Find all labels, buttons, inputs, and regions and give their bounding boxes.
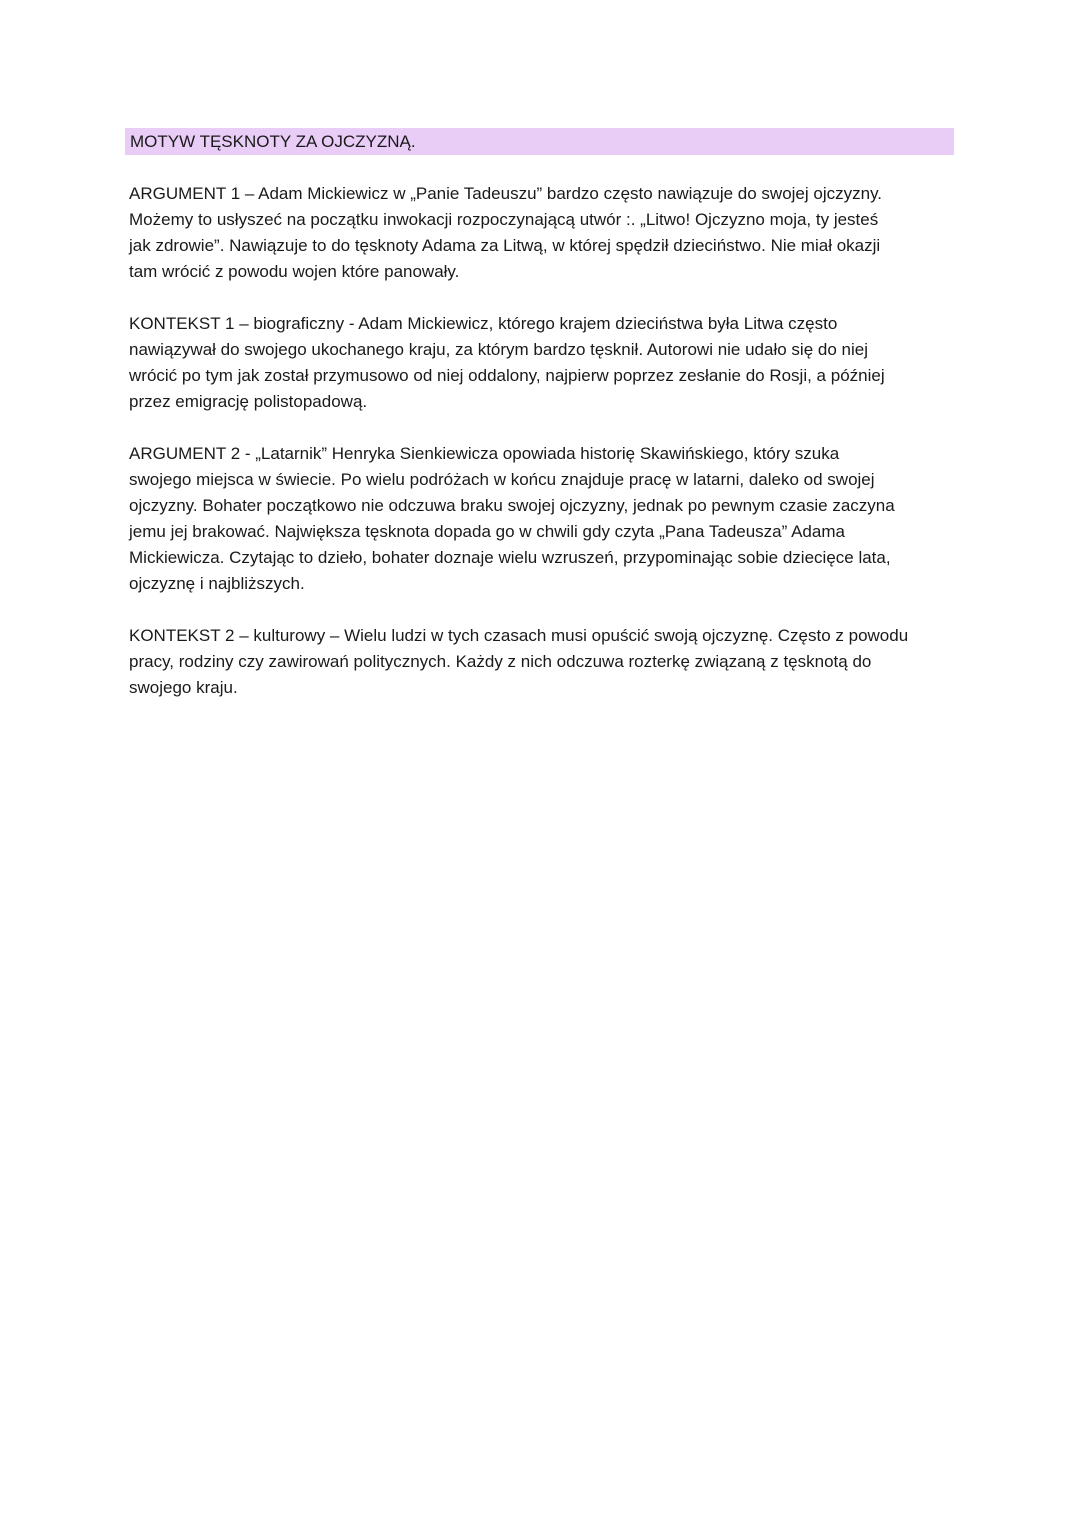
document-title: MOTYW TĘSKNOTY ZA OJCZYZNĄ. — [130, 132, 416, 151]
text-line: swojego kraju. — [129, 678, 238, 697]
text-line: jak zdrowie”. Nawiązuje to do tęsknoty Adama za Litwą, w której spędził dzieciństwo. Nie miał okazji — [129, 236, 881, 255]
text-line: swojego miejsca w świecie. Po wielu podróżach w końcu znajduje pracę w latarni, daleko od swojej — [129, 470, 875, 489]
text-line: wrócić po tym jak został przymusowo od niej oddalony, najpierw poprzez zesłanie do Rosji, a później — [129, 366, 885, 385]
paragraph-kontekst-2 — [129, 623, 949, 701]
text-line: Możemy to usłyszeć na początku inwokacji rozpoczynającą utwór :. „Litwo! Ojczyzno moja, ty jesteś — [129, 210, 879, 229]
document-body — [129, 181, 949, 727]
text-line: pracy, rodziny czy zawirowań politycznych. Każdy z nich odczuwa rozterkę związaną z tęsknotą do — [129, 652, 872, 671]
text-line: tam wrócić z powodu wojen które panowały. — [129, 262, 460, 281]
text-line: KONTEKST 1 – biograficzny - Adam Mickiewicz, którego krajem dzieciństwa była Litwa często — [129, 314, 838, 333]
text-line: KONTEKST 2 – kulturowy – Wielu ludzi w tych czasach musi opuścić swoją ojczyznę. Często z powodu — [129, 626, 909, 645]
text-line: przez emigrację polistopadową. — [129, 392, 368, 411]
title-highlight — [125, 128, 954, 155]
paragraph-argument-1 — [129, 181, 949, 285]
paragraph-kontekst-1 — [129, 311, 949, 415]
text-line: ARGUMENT 2 - „Latarnik” Henryka Sienkiewicza opowiada historię Skawińskiego, który szuka — [129, 444, 840, 463]
text-line: Mickiewicza. Czytając to dzieło, bohater doznaje wielu wzruszeń, przypominając sobie dziecięce lata, — [129, 548, 891, 567]
text-line: ojczyznę i najbliższych. — [129, 574, 305, 593]
text-line: jemu jej brakować. Największa tęsknota dopada go w chwili gdy czyta „Pana Tadeusza” Adama — [129, 522, 845, 541]
text-line: ARGUMENT 1 – Adam Mickiewicz w „Panie Tadeuszu” bardzo często nawiązuje do swojej ojczyzny. — [129, 184, 883, 203]
text-line: nawiązywał do swojego ukochanego kraju, za którym bardzo tęsknił. Autorowi nie udało się do niej — [129, 340, 868, 359]
text-line: ojczyzny. Bohater początkowo nie odczuwa braku swojej ojczyzny, jednak po pewnym czasie zaczyna — [129, 496, 895, 515]
paragraph-argument-2 — [129, 441, 949, 597]
